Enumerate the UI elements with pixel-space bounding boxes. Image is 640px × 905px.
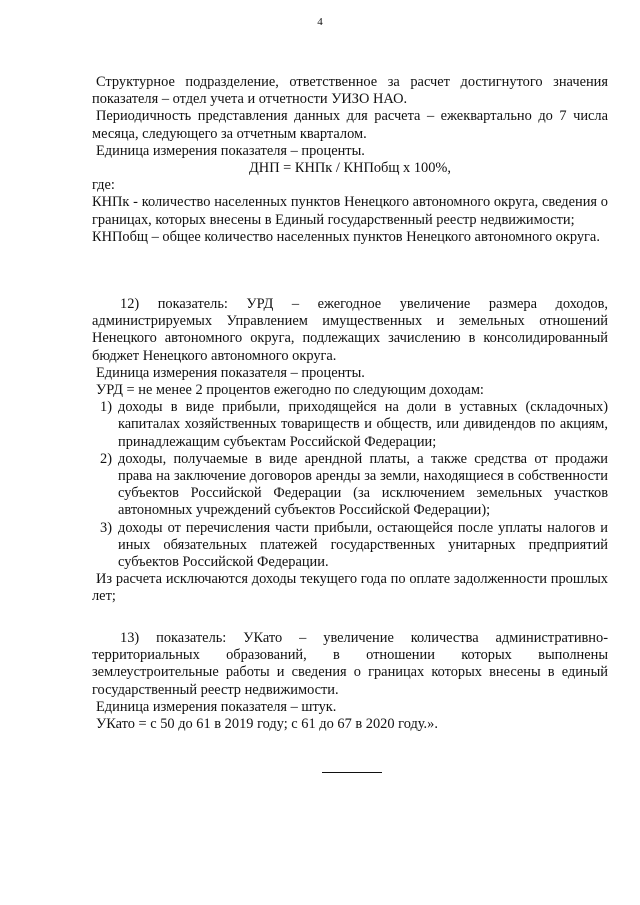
- list-item-text: доходы в виде прибыли, приходящейся на доли в уставных (складочных) капиталах хозяйственных товариществ и обществ, или дивидендов по акциям, принадлежащим субъектам Российской Федерации;: [118, 399, 608, 450]
- paragraph-urd-rule: УРД = не менее 2 процентов ежегодно по следующим доходам:: [96, 382, 484, 399]
- paragraph-exclusion: Из расчета исключаются доходы текущего года по оплате задолженности прошлых лет;: [92, 571, 608, 605]
- paragraph-ukato-unit: Единица измерения показателя – штук.: [96, 698, 337, 715]
- end-divider: [322, 772, 382, 773]
- paragraph-urd-unit: Единица измерения показателя – проценты.: [96, 364, 365, 381]
- indicator-12-urd: 12) показатель: УРД – ежегодное увеличение размера доходов, администрируемых Управлением имущественных и земельных отношений Ненецкого автономного округа, подлежащих зачислению в консолидированный бюджет Ненецкого автономного округа.: [92, 296, 608, 364]
- list-item: [100, 399, 608, 451]
- list-item-number: 1): [100, 399, 112, 416]
- formula-dnp: ДНП = КНПк / КНПобщ х 100%,: [248, 160, 452, 177]
- list-item-text: доходы, получаемые в виде арендной платы, а также средства от продажи права на заключение договоров аренды за земли, находящиеся в собственности субъектов Российской Федерации (за исключением земельных участков автономных учреждений субъектов Российской Федерации);: [118, 450, 608, 519]
- definition-knpobsch: КНПобщ – общее количество населенных пунктов Ненецкого автономного округа.: [92, 228, 600, 245]
- indicator-13-ukato: 13) показатель: УКато – увеличение количества административно-территориальных образований, в отношении которых выполнены землеустроительные работы и сведения о границах которых внесены в единый государственный реестр недвижимости.: [92, 630, 608, 698]
- list-item: [100, 450, 608, 520]
- list-item-number: 2): [100, 450, 112, 467]
- list-item-number: 3): [100, 519, 112, 536]
- paragraph-ukato-values: УКато = с 50 до 61 в 2019 году; с 61 до 67 в 2020 году.».: [96, 716, 438, 733]
- section-dnp: [92, 74, 608, 246]
- paragraph-unit: Единица измерения показателя – проценты.: [96, 142, 365, 159]
- where-label: где:: [92, 177, 115, 194]
- definition-knpk: КНПк - количество населенных пунктов Ненецкого автономного округа, сведения о границах, которых внесены в Единый государственный реестр недвижимости;: [92, 194, 608, 228]
- income-list: [92, 399, 608, 571]
- paragraph-responsible-unit: Структурное подразделение, ответственное за расчет достигнутого значения показателя – отдел учета и отчетности УИЗО НАО.: [92, 74, 608, 108]
- section-ukato: [92, 630, 608, 733]
- section-urd: [92, 296, 608, 606]
- paragraph-periodicity: Периодичность представления данных для расчета – ежеквартально до 7 числа месяца, следующего за отчетным кварталом.: [92, 108, 608, 142]
- list-item-text: доходы от перечисления части прибыли, остающейся после уплаты налогов и иных обязательных платежей государственных унитарных предприятий субъектов Российской Федерации.: [118, 519, 608, 571]
- list-item: [100, 519, 608, 572]
- page-number: 4: [317, 16, 323, 28]
